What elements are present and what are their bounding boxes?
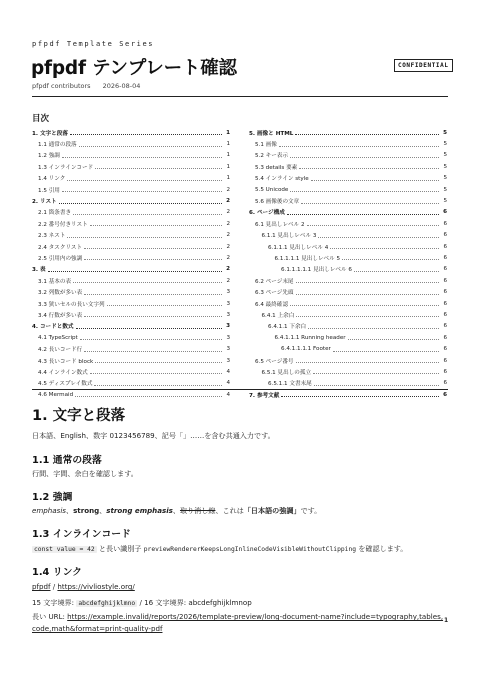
toc-column-right bbox=[249, 127, 447, 400]
toc-leader-dots bbox=[48, 271, 222, 272]
boundary-16-label: / 16 文字境界: abcdefghijklmnop bbox=[137, 598, 252, 607]
toc-entry-page: 1 bbox=[226, 141, 230, 148]
toc-leader-dots bbox=[75, 396, 222, 397]
toc-entry[interactable] bbox=[32, 138, 230, 149]
toc-entry-label: 1.4 リンク bbox=[38, 176, 66, 183]
toc-entry[interactable] bbox=[32, 207, 230, 218]
toc-entry-page: 3 bbox=[226, 334, 230, 341]
toc-entry-label: 2. リスト bbox=[32, 199, 57, 206]
inline-text: と長い識別子 bbox=[96, 544, 144, 553]
toc-entry[interactable] bbox=[32, 184, 230, 195]
emphasis-text: emphasis bbox=[32, 506, 66, 515]
toc-leader-dots bbox=[59, 203, 222, 204]
strong-text: strong bbox=[73, 506, 100, 515]
toc-entry[interactable] bbox=[32, 230, 230, 241]
toc-divider bbox=[32, 389, 448, 390]
toc-entry-label: 6.4 最終確認 bbox=[255, 301, 289, 308]
sentence-end: を確認します。 bbox=[356, 544, 408, 553]
toc-entry-label: 1.5 引用 bbox=[38, 187, 60, 194]
heading-1-1: 1.1 通常の段落 bbox=[32, 455, 102, 466]
toc-entry-label: 5.4 インライン style bbox=[255, 176, 309, 183]
toc-entry-page: 2 bbox=[226, 232, 230, 239]
strikethrough-text: 取り消し線 bbox=[179, 506, 216, 515]
toc-entry-label: 6.1 見出しレベル 2 bbox=[255, 221, 305, 228]
toc-entry-label: 5.2 キー表示 bbox=[255, 153, 289, 160]
toc-entry[interactable] bbox=[249, 286, 447, 297]
toc-entry-page: 5 bbox=[443, 186, 447, 193]
toc-entry-label: 6.4.1.1.1.1 Footer bbox=[281, 346, 331, 353]
confidential-badge: CONFIDENTIAL bbox=[394, 59, 453, 72]
toc-entry-label: 3.1 基本の表 bbox=[38, 278, 72, 285]
toc-leader-dots bbox=[333, 351, 439, 352]
toc-leader-dots bbox=[330, 248, 439, 249]
toc-leader-dots bbox=[311, 180, 439, 181]
toc-entry-label: 2.3 ネスト bbox=[38, 233, 66, 240]
toc-entry-page: 1 bbox=[226, 129, 230, 136]
toc-entry-page: 2 bbox=[226, 209, 230, 216]
heading-1-2: 1.2 強調 bbox=[32, 492, 73, 503]
toc-entry-page: 6 bbox=[443, 209, 447, 216]
toc-entry-page: 6 bbox=[443, 220, 447, 227]
toc-entry-label: 6.4.1.1 下余白 bbox=[268, 324, 307, 331]
toc-leader-dots bbox=[84, 248, 222, 249]
toc-leader-dots bbox=[62, 157, 222, 158]
section-heading-1: 1. 文字と段落 bbox=[32, 408, 126, 424]
toc-entry-page: 1 bbox=[226, 163, 230, 170]
toc-entry-label: 4.2 長いコード行 bbox=[38, 347, 83, 354]
paragraph-1-1: 行間、字間、余白を確認します。 bbox=[32, 469, 138, 478]
toc-entry-label: 6.5.1.1 文書末尾 bbox=[268, 381, 312, 388]
toc-entry-label: 6.1.1.1.1 見出しレベル 5 bbox=[274, 255, 341, 262]
toc-entry-page: 6 bbox=[443, 391, 447, 398]
toc-entry[interactable] bbox=[249, 332, 447, 343]
toc-entry[interactable] bbox=[249, 184, 447, 195]
toc-entry-page: 3 bbox=[226, 311, 230, 318]
boundary-15-label: 15 文字境界: bbox=[32, 598, 77, 607]
toc-leader-dots bbox=[90, 225, 222, 226]
toc-entry-label: 3.4 行数が多い表 bbox=[38, 312, 83, 319]
toc-entry-page: 6 bbox=[443, 254, 447, 261]
toc-entry-label: 5. 画像と HTML bbox=[249, 130, 294, 137]
toc-entry-page: 3 bbox=[226, 289, 230, 296]
toc-leader-dots bbox=[287, 214, 439, 215]
toc-leader-dots bbox=[73, 282, 222, 283]
toc-entry-label: 6.5 ページ番号 bbox=[255, 358, 294, 365]
links-line bbox=[32, 582, 135, 591]
toc-entry[interactable] bbox=[249, 150, 447, 161]
toc-entry-page: 6 bbox=[443, 368, 447, 375]
separator: 、 bbox=[65, 506, 74, 515]
toc-entry[interactable] bbox=[32, 286, 230, 297]
toc-entry[interactable] bbox=[249, 127, 447, 138]
toc-leader-dots bbox=[281, 396, 439, 397]
toc-entry[interactable] bbox=[32, 389, 230, 400]
toc-entry[interactable] bbox=[249, 195, 447, 206]
toc-leader-dots bbox=[296, 294, 439, 295]
toc-entry[interactable] bbox=[249, 207, 447, 218]
long-url-line-2 bbox=[32, 624, 162, 633]
toc-entry[interactable] bbox=[249, 355, 447, 366]
toc-entry-label: 7. 参考文献 bbox=[249, 392, 280, 399]
heading-1-3: 1.3 インラインコード bbox=[32, 529, 131, 540]
page-number: 1 bbox=[444, 617, 449, 624]
separator: 、 bbox=[99, 506, 107, 515]
toc-entry[interactable] bbox=[249, 378, 447, 389]
header-divider bbox=[32, 96, 448, 97]
toc-entry-label: 5.6 画像後の文章 bbox=[255, 199, 300, 206]
toc-entry-page: 1 bbox=[226, 175, 230, 182]
toc-entry-page: 4 bbox=[226, 391, 230, 398]
toc-entry[interactable] bbox=[32, 241, 230, 252]
toc-entry-label: 4.5 ディスプレイ数式 bbox=[38, 381, 93, 388]
toc-entry-page: 2 bbox=[226, 186, 230, 193]
toc-entry[interactable] bbox=[249, 241, 447, 252]
toc-entry[interactable] bbox=[249, 161, 447, 172]
toc-entry[interactable] bbox=[249, 218, 447, 229]
toc-leader-dots bbox=[290, 157, 439, 158]
toc-entry[interactable] bbox=[249, 389, 447, 400]
toc-entry-page: 6 bbox=[443, 311, 447, 318]
toc-entry-page: 5 bbox=[443, 141, 447, 148]
toc-entry-label: 6.5.1 見出しの孤立 bbox=[261, 369, 312, 376]
toc-entry-page: 2 bbox=[226, 254, 230, 261]
toc-leader-dots bbox=[67, 237, 222, 238]
toc-entry-page: 2 bbox=[226, 277, 230, 284]
toc-entry[interactable] bbox=[32, 173, 230, 184]
toc-entry-page: 6 bbox=[443, 289, 447, 296]
toc-entry[interactable] bbox=[249, 309, 447, 320]
toc-leader-dots bbox=[308, 328, 439, 329]
toc-entry-page: 2 bbox=[226, 220, 230, 227]
toc-entry[interactable] bbox=[32, 127, 230, 138]
toc-entry[interactable] bbox=[32, 275, 230, 286]
long-url-line-1 bbox=[32, 612, 443, 622]
toc-entry-page: 2 bbox=[226, 266, 230, 273]
toc-entry[interactable] bbox=[32, 332, 230, 343]
toc-leader-dots bbox=[296, 362, 439, 363]
toc-entry-label: 6. ページ構成 bbox=[249, 210, 285, 217]
toc-entry[interactable] bbox=[249, 264, 447, 275]
toc-entry-page: 3 bbox=[226, 323, 230, 330]
toc-leader-dots bbox=[79, 146, 222, 147]
date: 2026-08-04 bbox=[102, 82, 141, 90]
toc-entry-page: 1 bbox=[226, 152, 230, 159]
strong-emphasis-text: strong emphasis bbox=[106, 506, 173, 515]
toc-entry-page: 2 bbox=[226, 243, 230, 250]
toc-entry[interactable] bbox=[32, 195, 230, 206]
toc-entry-label: 4.3 長いコード block bbox=[38, 358, 94, 365]
toc-entry[interactable] bbox=[32, 298, 230, 309]
toc-leader-dots bbox=[354, 271, 439, 272]
toc-entry-page: 3 bbox=[226, 357, 230, 364]
toc-entry-page: 5 bbox=[443, 175, 447, 182]
toc-entry-label: 6.1.1 見出しレベル 3 bbox=[261, 233, 317, 240]
long-url-label: 長い URL: bbox=[32, 612, 68, 621]
toc-leader-dots bbox=[84, 294, 222, 295]
toc-entry-page: 6 bbox=[443, 277, 447, 284]
toc-entry[interactable] bbox=[249, 138, 447, 149]
toc-leader-dots bbox=[313, 373, 439, 374]
toc-leader-dots bbox=[301, 203, 439, 204]
toc-leader-dots bbox=[279, 146, 439, 147]
toc-entry-page: 5 bbox=[443, 129, 447, 136]
toc-entry[interactable] bbox=[32, 321, 230, 332]
toc-entry-label: 6.1.1.1 見出しレベル 4 bbox=[268, 244, 329, 251]
toc-entry-label: 6.4.1 上余白 bbox=[261, 312, 295, 319]
toc-entry-page: 6 bbox=[443, 323, 447, 330]
toc-entry-page: 5 bbox=[443, 152, 447, 159]
toc-leader-dots bbox=[62, 191, 222, 192]
paragraph-1-2 bbox=[32, 506, 321, 516]
toc-column-left bbox=[32, 127, 230, 400]
toc-entry-page: 6 bbox=[443, 346, 447, 353]
toc-leader-dots bbox=[76, 328, 222, 329]
separator: 、これは bbox=[215, 506, 244, 515]
toc-entry-label: 1.2 強調 bbox=[38, 153, 60, 160]
toc-entry[interactable] bbox=[32, 150, 230, 161]
toc-entry-label: 2.4 タスクリスト bbox=[38, 244, 83, 251]
heading-1-4: 1.4 リンク bbox=[32, 567, 82, 578]
toc-leader-dots bbox=[84, 259, 222, 260]
boundary-line bbox=[32, 598, 252, 608]
toc-entry-page: 3 bbox=[226, 346, 230, 353]
sentence-end: です。 bbox=[300, 506, 322, 515]
toc-entry-label: 4. コードと数式 bbox=[32, 324, 74, 331]
toc-entry[interactable] bbox=[32, 264, 230, 275]
toc-entry[interactable] bbox=[249, 252, 447, 263]
long-url-link-continued[interactable]: code,math&format=print-quality-pdf bbox=[32, 624, 163, 633]
toc-leader-dots bbox=[84, 316, 222, 317]
toc-entry-page: 6 bbox=[443, 243, 447, 250]
toc-entry-label: 1.3 インラインコード bbox=[38, 164, 94, 171]
toc-entry-page: 6 bbox=[443, 232, 447, 239]
toc-entry[interactable] bbox=[249, 321, 447, 332]
paragraph-1-3 bbox=[32, 544, 407, 554]
toc-leader-dots bbox=[73, 214, 222, 215]
toc-entry[interactable] bbox=[249, 275, 447, 286]
toc-leader-dots bbox=[314, 385, 439, 386]
series-label: pfpdf Template Series bbox=[32, 40, 155, 48]
toc-entry[interactable] bbox=[249, 173, 447, 184]
toc-entry-label: 3.2 列数が多い表 bbox=[38, 290, 83, 297]
toc-entry[interactable] bbox=[249, 366, 447, 377]
toc-heading: 目次 bbox=[32, 114, 50, 124]
toc-entry[interactable] bbox=[249, 343, 447, 354]
toc-leader-dots bbox=[94, 385, 222, 386]
toc-entry-label: 1.1 通常の段落 bbox=[38, 142, 77, 149]
toc-leader-dots bbox=[90, 373, 222, 374]
toc-entry[interactable] bbox=[32, 252, 230, 263]
toc-leader-dots bbox=[95, 362, 222, 363]
toc-entry[interactable] bbox=[32, 161, 230, 172]
toc-leader-dots bbox=[95, 168, 222, 169]
toc-leader-dots bbox=[296, 316, 439, 317]
toc-entry-page: 3 bbox=[226, 300, 230, 307]
toc-leader-dots bbox=[318, 237, 439, 238]
toc-entry-page: 4 bbox=[226, 380, 230, 387]
inline-code-short: const value = 42 bbox=[34, 546, 95, 553]
toc-entry-label: 5.5 Unicode bbox=[255, 186, 289, 193]
document-title: pfpdf テンプレート確認 bbox=[31, 58, 237, 79]
separator: / bbox=[50, 582, 58, 591]
toc-entry-label: 4.6 Mermaid bbox=[38, 391, 74, 398]
toc-entry-page: 5 bbox=[443, 163, 447, 170]
toc-entry-label: 6.1.1.1.1.1 見出しレベル 6 bbox=[281, 267, 352, 274]
toc-entry[interactable] bbox=[32, 218, 230, 229]
toc-entry-page: 6 bbox=[443, 266, 447, 273]
toc-entry-label: 6.3 ページ先頭 bbox=[255, 290, 294, 297]
toc-entry-label: 2.1 箇条書き bbox=[38, 210, 72, 217]
japanese-strong-text: 「日本語の強調」 bbox=[243, 506, 301, 515]
toc-entry-page: 2 bbox=[226, 198, 230, 205]
toc-entry[interactable] bbox=[32, 355, 230, 366]
document-meta bbox=[32, 82, 140, 90]
toc-leader-dots bbox=[348, 339, 439, 340]
toc-entry[interactable] bbox=[249, 298, 447, 309]
toc-entry[interactable] bbox=[249, 230, 447, 241]
toc-entry-label: 3.3 狭いセルの長い文字列 bbox=[38, 301, 105, 308]
toc-entry-page: 4 bbox=[226, 368, 230, 375]
toc-entry-page: 6 bbox=[443, 357, 447, 364]
toc-entry-page: 6 bbox=[443, 300, 447, 307]
toc-entry-label: 1. 文字と段落 bbox=[32, 130, 68, 137]
toc-entry-label: 2.5 引用内の強調 bbox=[38, 255, 83, 262]
inline-code-long: previewRendererKeepsLongInlineCodeVisibleWithoutClipping bbox=[143, 546, 357, 553]
boundary-15-code: abcdefghijklmno bbox=[78, 600, 136, 607]
toc-leader-dots bbox=[290, 305, 439, 306]
intro-paragraph: 日本語、English、数字 0123456789、記号「」……を含む共通入力です。 bbox=[32, 431, 275, 440]
link-vivliostyle[interactable]: https://vivliostyle.org/ bbox=[57, 582, 135, 591]
toc-entry-label: 6.4.1.1.1 Running header bbox=[274, 334, 346, 341]
toc-leader-dots bbox=[342, 259, 439, 260]
toc-entry[interactable] bbox=[32, 378, 230, 389]
toc-leader-dots bbox=[67, 180, 222, 181]
separator: 、 bbox=[172, 506, 180, 515]
toc-leader-dots bbox=[296, 282, 439, 283]
toc-leader-dots bbox=[80, 339, 222, 340]
toc-entry-label: 3. 表 bbox=[32, 267, 46, 274]
toc-entry-label: 5.3 details 要素 bbox=[255, 164, 298, 171]
toc-leader-dots bbox=[70, 134, 222, 135]
toc-entry-label: 2.2 番号付きリスト bbox=[38, 221, 88, 228]
toc-leader-dots bbox=[84, 351, 222, 352]
toc-leader-dots bbox=[290, 191, 439, 192]
toc-entry-page: 5 bbox=[443, 198, 447, 205]
long-url-link[interactable]: https://example.invalid/reports/2026/template-preview/long-document-name?include=typography,tables, bbox=[67, 612, 444, 621]
toc-entry-page: 6 bbox=[443, 380, 447, 387]
toc-leader-dots bbox=[307, 225, 439, 226]
toc-leader-dots bbox=[107, 305, 222, 306]
toc-entry[interactable] bbox=[32, 343, 230, 354]
toc-entry[interactable] bbox=[32, 366, 230, 377]
toc-entry-label: 6.2 ページ末尾 bbox=[255, 278, 294, 285]
toc-entry-page: 6 bbox=[443, 334, 447, 341]
author: pfpdf contributors bbox=[32, 82, 91, 90]
toc-entry-label: 4.4 インライン数式 bbox=[38, 369, 88, 376]
toc-entry-label: 5.1 画像 bbox=[255, 142, 277, 149]
toc-leader-dots bbox=[299, 168, 439, 169]
toc-entry[interactable] bbox=[32, 309, 230, 320]
toc-leader-dots bbox=[295, 134, 439, 135]
toc-entry-label: 4.1 TypeScript bbox=[38, 334, 78, 341]
link-pfpdf[interactable]: pfpdf bbox=[32, 582, 51, 591]
